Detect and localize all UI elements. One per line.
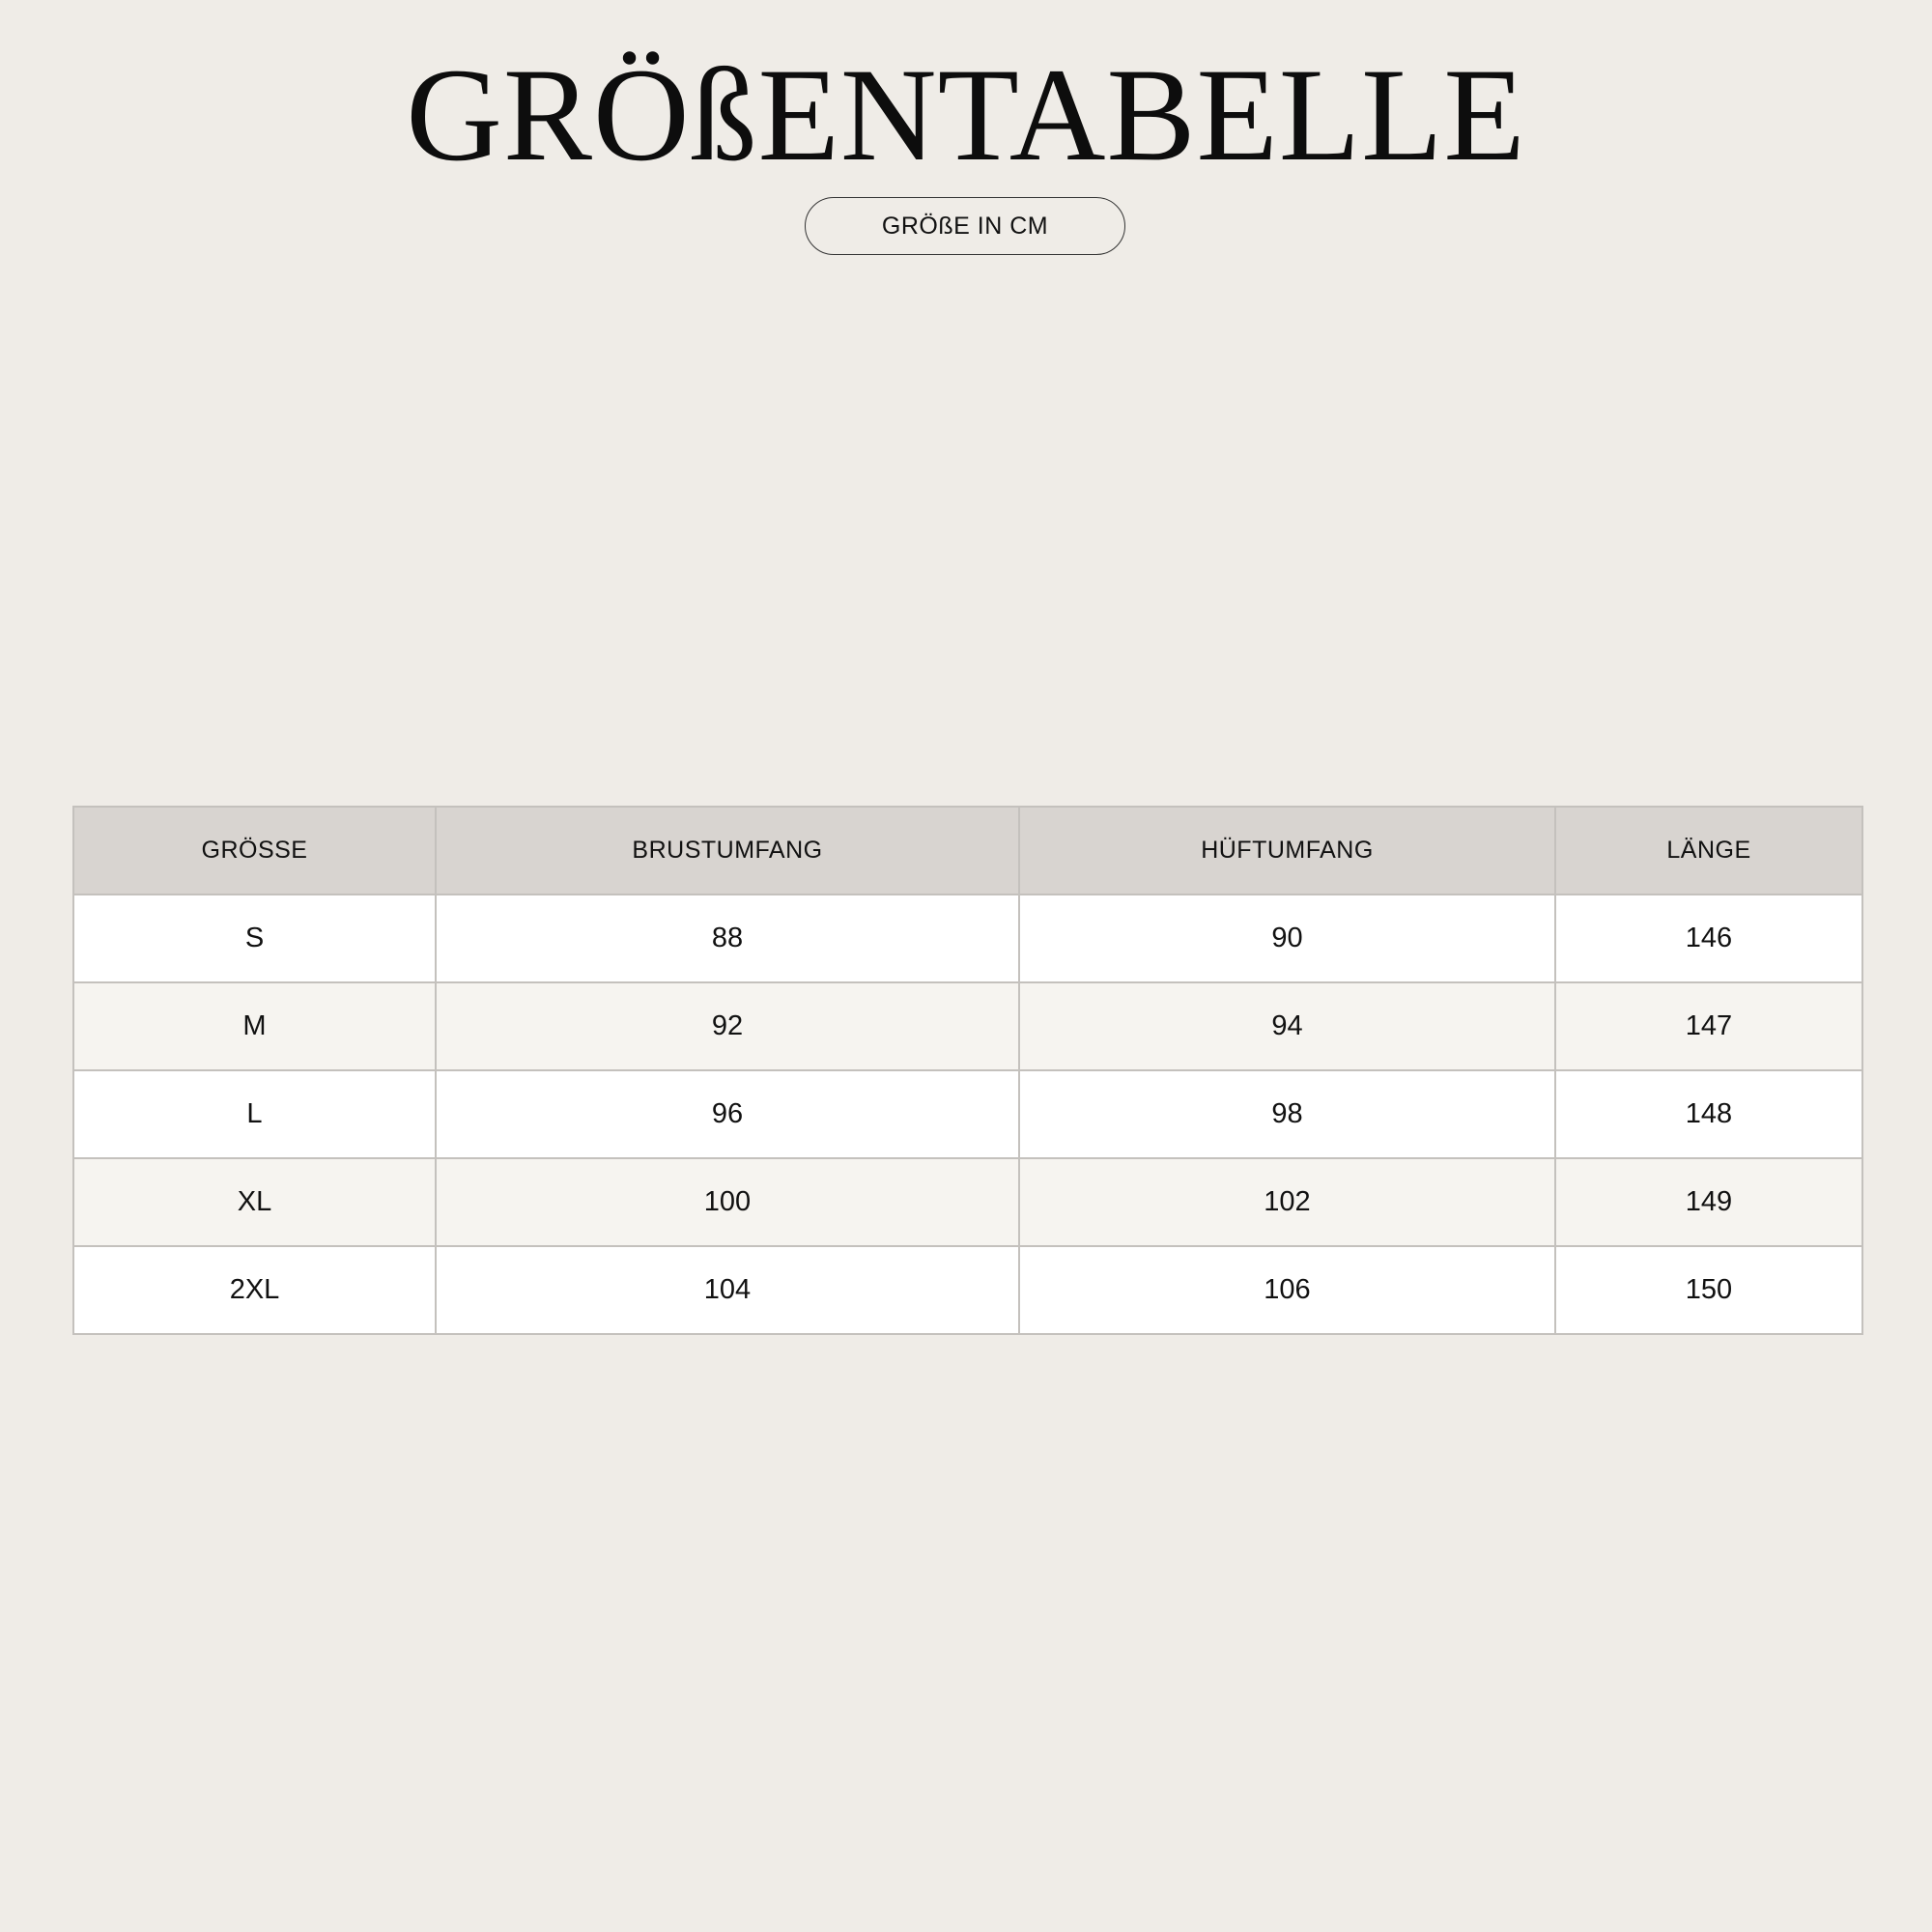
size-cell: XL — [73, 1158, 436, 1246]
table-row — [73, 1070, 1862, 1158]
hip-cell: 94 — [1019, 982, 1555, 1070]
chest-cell: 92 — [436, 982, 1019, 1070]
length-cell: 147 — [1555, 982, 1862, 1070]
size-cell: S — [73, 895, 436, 982]
table-row — [73, 1246, 1862, 1334]
column-header-chest: BRUSTUMFANG — [436, 807, 1019, 895]
table-row — [73, 1158, 1862, 1246]
size-table — [72, 806, 1863, 1335]
length-cell: 150 — [1555, 1246, 1862, 1334]
column-header-hip: HÜFTUMFANG — [1019, 807, 1555, 895]
page-title: GRÖßENTABELLE — [406, 41, 1526, 188]
hip-cell: 106 — [1019, 1246, 1555, 1334]
length-cell: 148 — [1555, 1070, 1862, 1158]
table-header-row — [73, 807, 1862, 895]
length-cell: 146 — [1555, 895, 1862, 982]
column-header-size: GRÖSSE — [73, 807, 436, 895]
chest-cell: 96 — [436, 1070, 1019, 1158]
chest-cell: 88 — [436, 895, 1019, 982]
column-header-length: LÄNGE — [1555, 807, 1862, 895]
chest-cell: 104 — [436, 1246, 1019, 1334]
unit-badge: GRÖßE IN CM — [805, 197, 1125, 255]
hip-cell: 98 — [1019, 1070, 1555, 1158]
size-cell: L — [73, 1070, 436, 1158]
hip-cell: 102 — [1019, 1158, 1555, 1246]
table-row — [73, 982, 1862, 1070]
hip-cell: 90 — [1019, 895, 1555, 982]
size-cell: 2XL — [73, 1246, 436, 1334]
chest-cell: 100 — [436, 1158, 1019, 1246]
size-cell: M — [73, 982, 436, 1070]
length-cell: 149 — [1555, 1158, 1862, 1246]
table-row — [73, 895, 1862, 982]
